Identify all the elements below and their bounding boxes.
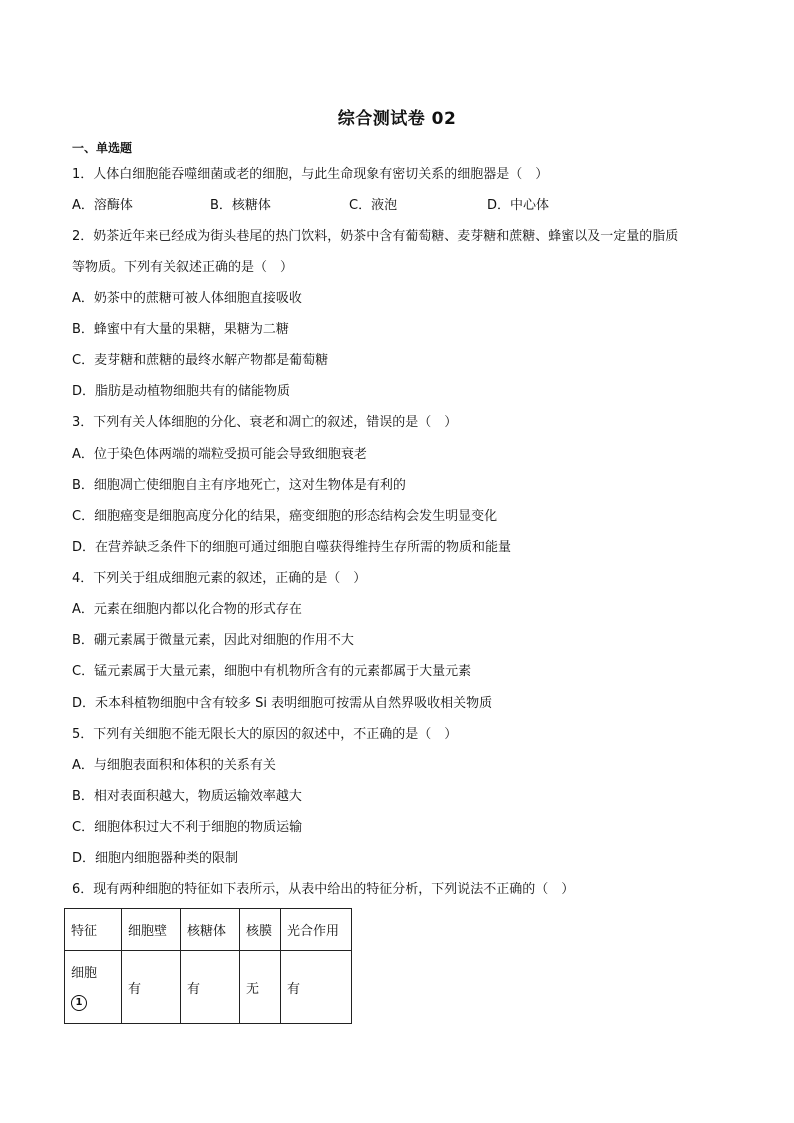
q5-option-d: D．细胞内细胞器种类的限制: [72, 851, 239, 866]
q1-option-c: C．液泡: [349, 198, 398, 213]
page-title: 综合测试卷 02: [337, 109, 457, 129]
q4-option-b: B．硼元素属于微量元素，因此对细胞的作用不大: [72, 633, 354, 648]
q3-option-c: C．细胞癌变是细胞高度分化的结果，癌变细胞的形态结构会发生明显变化: [72, 509, 498, 524]
question-1-stem: 1．人体白细胞能吞噬细菌或老的细胞，与此生命现象有密切关系的细胞器是（ ）: [72, 167, 549, 182]
q2-option-c: C．麦芽糖和蔗糖的最终水解产物都是葡萄糖: [72, 353, 329, 368]
q2-option-a: A．奶茶中的蔗糖可被人体细胞直接吸收: [72, 291, 302, 306]
q5-option-c: C．细胞体积过大不利于细胞的物质运输: [72, 820, 303, 835]
table-header-cell: 核糖体: [181, 909, 240, 951]
question-6-stem: 6．现有两种细胞的特征如下表所示，从表中给出的特征分析，下列说法不正确的（ ）: [72, 882, 575, 897]
table-header-cell: 核膜: [240, 909, 281, 951]
q1-option-b: B．核糖体: [210, 198, 271, 213]
question-2-stem-line1: 2．奶茶近年来已经成为街头巷尾的热门饮料，奶茶中含有葡萄糖、麦芽糖和蔗糖、蜂蜜以及一定量的脂质: [72, 229, 679, 244]
q3-option-a: A．位于染色体两端的端粒受损可能会导致细胞衰老: [72, 447, 367, 462]
q4-option-a: A．元素在细胞内都以化合物的形式存在: [72, 602, 302, 617]
table-cell: 有: [122, 951, 181, 1024]
q5-option-b: B．相对表面积越大，物质运输效率越大: [72, 789, 302, 804]
question-4-stem: 4．下列关于组成细胞元素的叙述，正确的是（ ）: [72, 571, 367, 586]
row-label-text: 细胞: [71, 965, 98, 981]
question-3-stem: 3．下列有关人体细胞的分化、衰老和凋亡的叙述，错误的是（ ）: [72, 415, 458, 430]
question-5-stem: 5．下列有关细胞不能无限长大的原因的叙述中，不正确的是（ ）: [72, 727, 458, 742]
table-header-row: [65, 909, 352, 951]
q1-option-d: D．中心体: [487, 198, 550, 213]
table-cell: 无: [240, 951, 281, 1024]
q3-option-b: B．细胞凋亡使细胞自主有序地死亡，这对生物体是有利的: [72, 478, 406, 493]
table-header-cell: 细胞壁: [122, 909, 181, 951]
question-2-stem-line2: 等物质。下列有关叙述正确的是（ ）: [72, 260, 294, 275]
table-row: [65, 951, 352, 1024]
q3-option-d: D．在营养缺乏条件下的细胞可通过细胞自噬获得维持生存所需的物质和能量: [72, 540, 512, 555]
q2-option-b: B．蜂蜜中有大量的果糖，果糖为二糖: [72, 322, 289, 337]
circled-number-one: 1: [71, 995, 87, 1011]
table-row-label-cell: [65, 951, 122, 1024]
q4-option-c: C．锰元素属于大量元素，细胞中有机物所含有的元素都属于大量元素: [72, 664, 472, 679]
cell-trait-table: [64, 908, 352, 1024]
table-header-cell: 特征: [65, 909, 122, 951]
table-header-cell: 光合作用: [281, 909, 352, 951]
table-cell: 有: [281, 951, 352, 1024]
q2-option-d: D．脂肪是动植物细胞共有的储能物质: [72, 384, 291, 399]
q1-option-a: A．溶酶体: [72, 198, 133, 213]
q5-option-a: A．与细胞表面积和体积的关系有关: [72, 758, 276, 773]
section-heading: 一、单选题: [72, 141, 133, 155]
row-label-mark-wrap: [71, 994, 115, 1011]
table-cell: 有: [181, 951, 240, 1024]
q4-option-d: D．禾本科植物细胞中含有较多 Si 表明细胞可按需从自然界吸收相关物质: [72, 696, 493, 711]
